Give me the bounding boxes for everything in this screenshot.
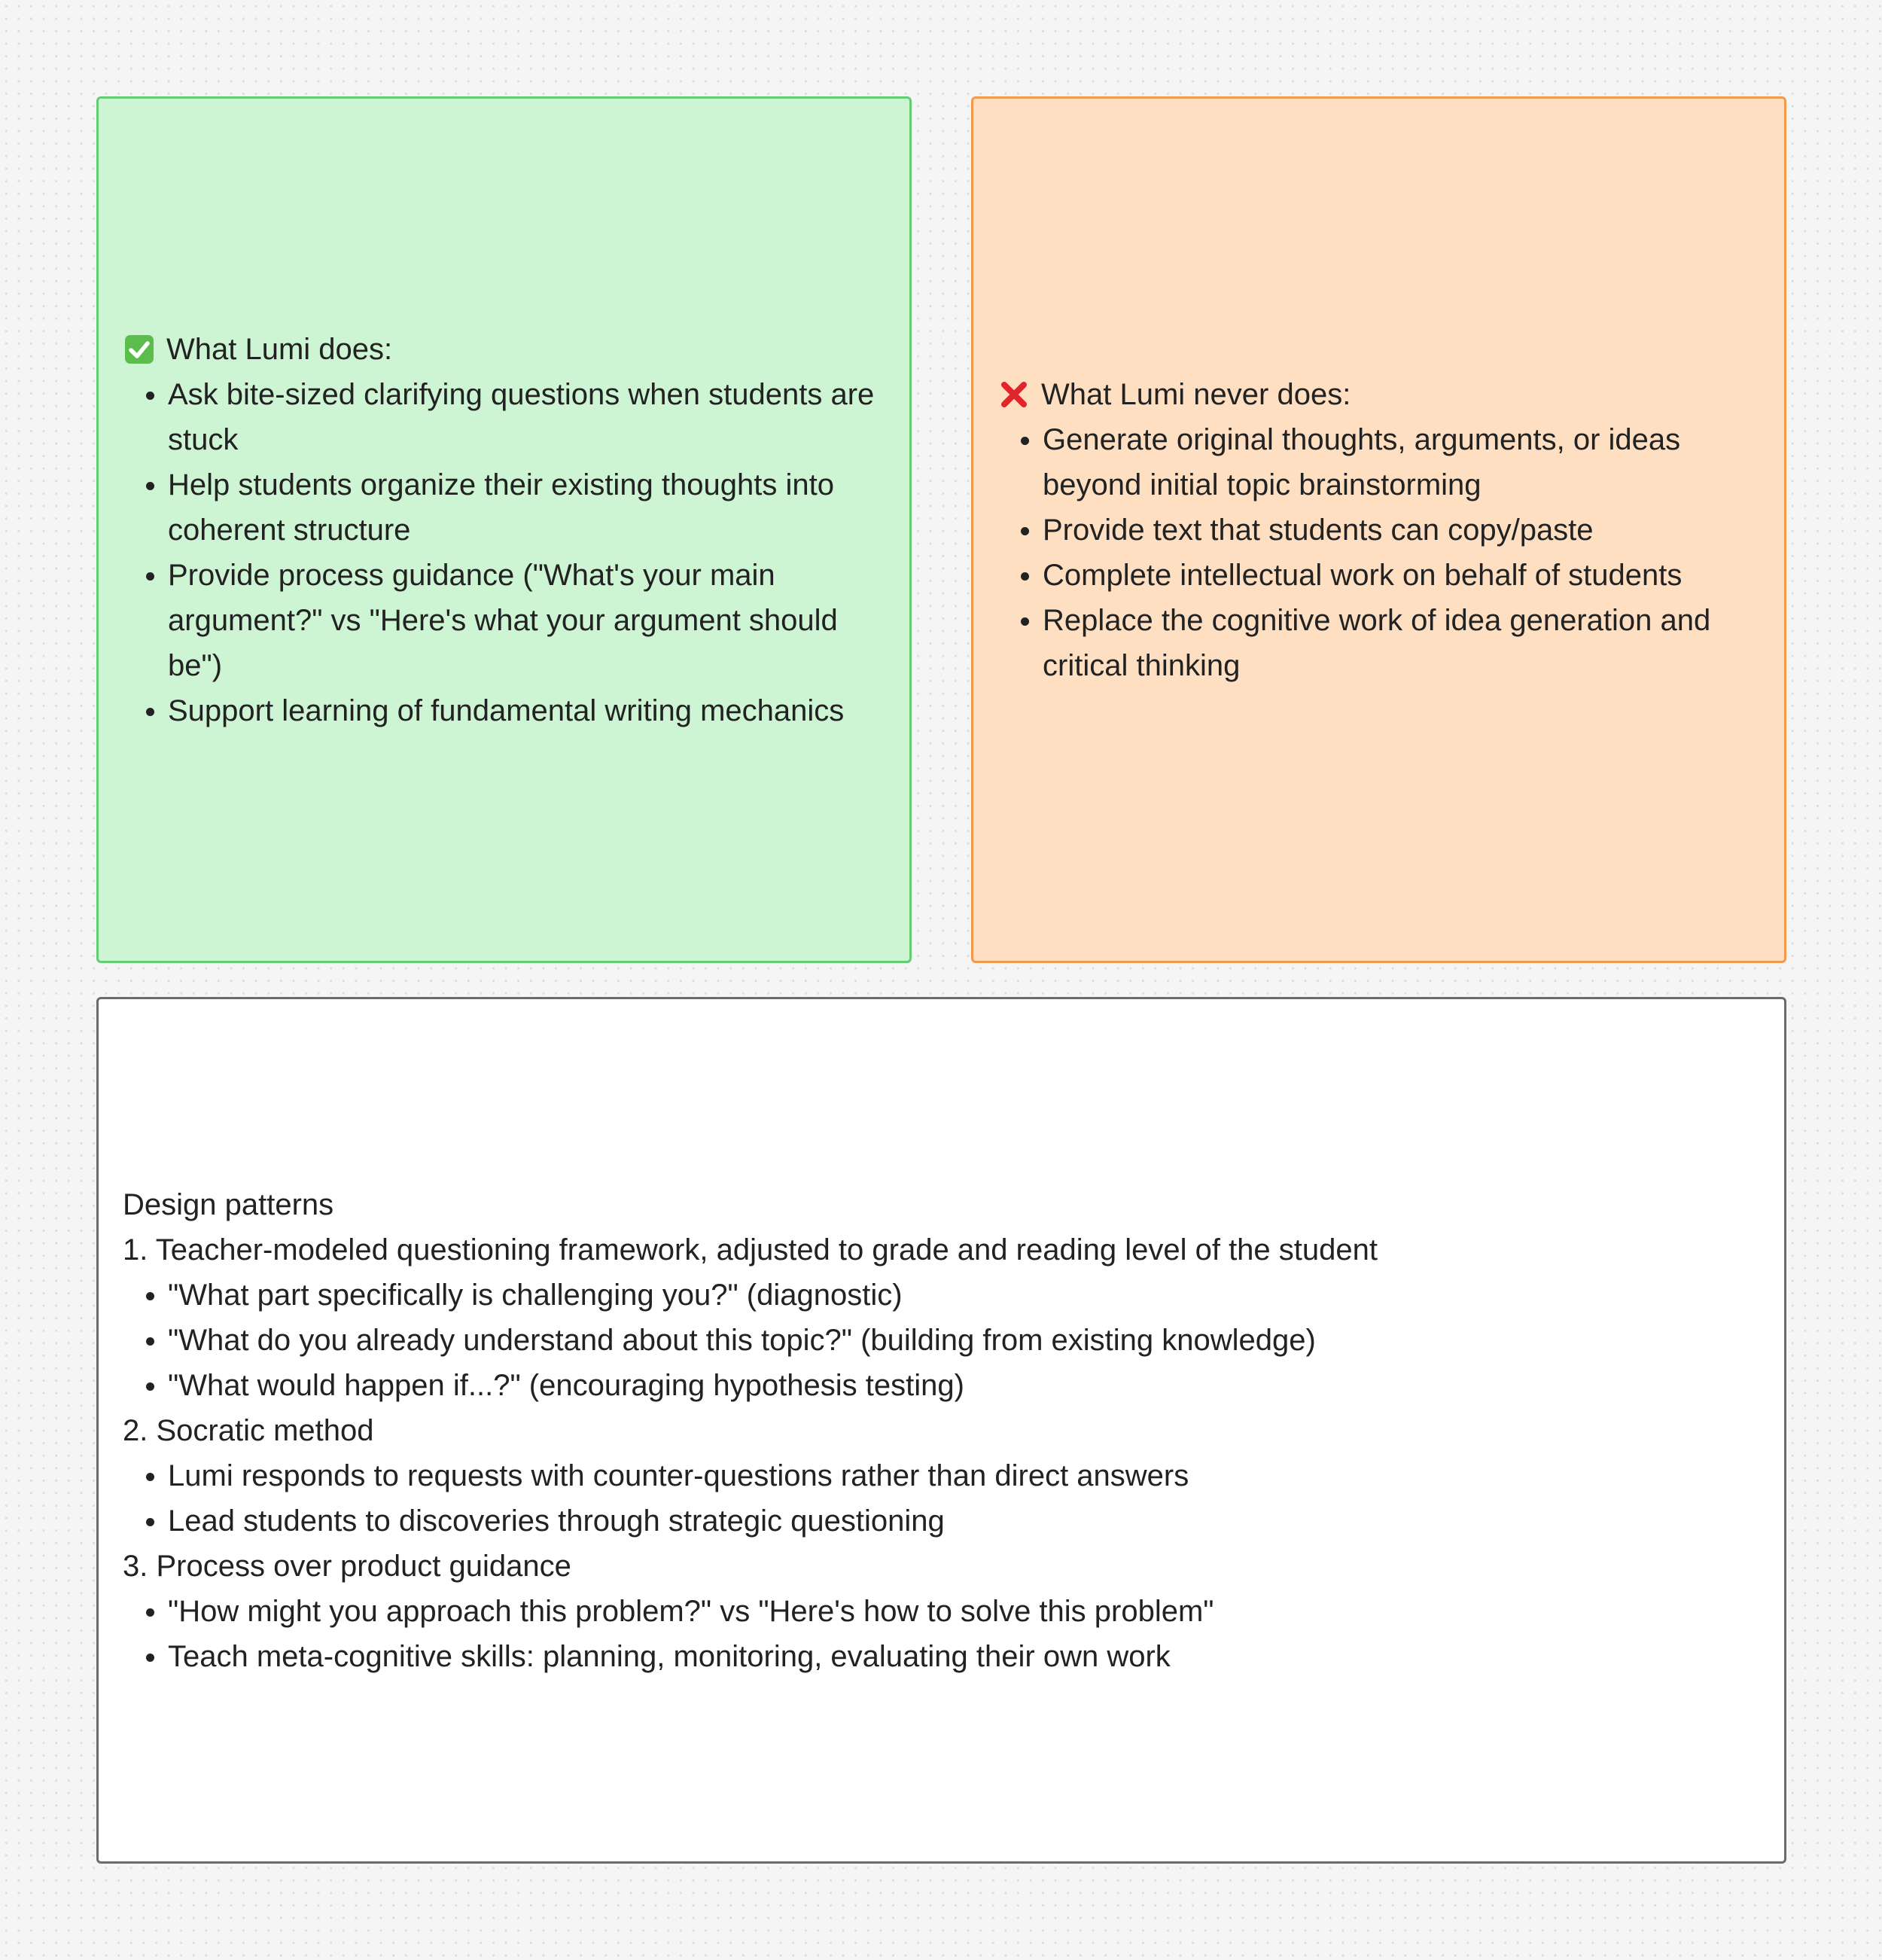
check-mark-icon <box>123 333 156 366</box>
does-list-item: • Support learning of fundamental writing mechanics <box>168 688 885 733</box>
pattern-list-item: • Lumi responds to requests with counter-questions rather than direct answers <box>168 1453 1760 1498</box>
pattern-list <box>123 1453 1760 1544</box>
never-list-item: • Provide text that students can copy/paste <box>1043 508 1760 553</box>
never-list-item: • Generate original thoughts, arguments, or ideas beyond initial topic brainstorming <box>1043 417 1760 508</box>
does-card-title-row <box>123 327 885 372</box>
design-patterns-card[interactable] <box>96 997 1786 1864</box>
pattern-list-item: • Teach meta-cognitive skills: planning, monitoring, evaluating their own work <box>168 1634 1760 1679</box>
does-card-title: What Lumi does: <box>166 332 393 366</box>
design-patterns-content <box>123 1182 1760 1679</box>
design-patterns-title: Design patterns <box>123 1187 334 1221</box>
does-list-item: • Ask bite-sized clarifying questions when students are stuck <box>168 372 885 462</box>
never-card[interactable] <box>971 96 1786 963</box>
pattern-list-item: • "How might you approach this problem?" vs "Here's how to solve this problem" <box>168 1589 1760 1634</box>
pattern-list-item: • "What would happen if...?" (encouraging hypothesis testing) <box>168 1363 1760 1408</box>
cross-mark-icon <box>997 378 1031 411</box>
does-list <box>123 372 885 733</box>
does-card[interactable] <box>96 96 912 963</box>
pattern-heading: 2. Socratic method <box>123 1413 374 1447</box>
never-list-item: • Complete intellectual work on behalf of students <box>1043 553 1760 598</box>
does-list-item: • Provide process guidance ("What's your main argument?" vs "Here's what your argument should be") <box>168 553 885 688</box>
pattern-heading: 3. Process over product guidance <box>123 1549 571 1583</box>
does-card-content <box>123 327 885 733</box>
pattern-heading: 1. Teacher-modeled questioning framework, adjusted to grade and reading level of the student <box>123 1233 1378 1267</box>
never-card-content <box>997 372 1760 688</box>
pattern-list-item: • Lead students to discoveries through strategic questioning <box>168 1498 1760 1544</box>
pattern-list <box>123 1273 1760 1408</box>
pattern-list <box>123 1589 1760 1679</box>
never-card-title: What Lumi never does: <box>1041 377 1351 411</box>
never-list <box>997 417 1760 688</box>
pattern-list-item: • "What do you already understand about this topic?" (building from existing knowledge) <box>168 1318 1760 1363</box>
pattern-list-item: • "What part specifically is challenging you?" (diagnostic) <box>168 1273 1760 1318</box>
never-card-title-row <box>997 372 1760 417</box>
does-list-item: • Help students organize their existing thoughts into coherent structure <box>168 462 885 553</box>
never-list-item: • Replace the cognitive work of idea generation and critical thinking <box>1043 598 1760 688</box>
